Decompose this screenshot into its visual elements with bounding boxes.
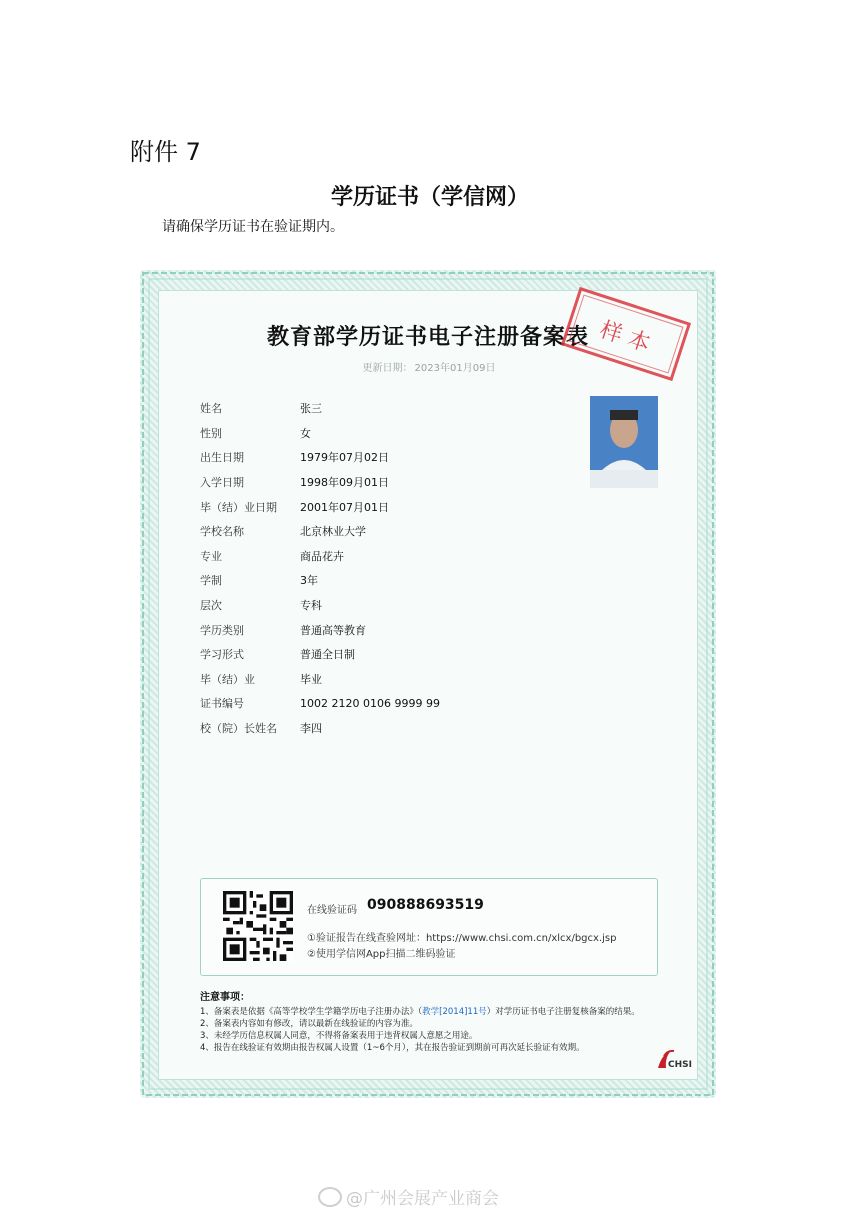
info-row bbox=[200, 494, 440, 519]
info-value: 专科 bbox=[300, 599, 322, 613]
info-label: 学校名称 bbox=[200, 525, 244, 539]
info-value: 李四 bbox=[300, 722, 322, 736]
info-label: 学历类别 bbox=[200, 623, 244, 637]
info-row bbox=[200, 470, 440, 495]
info-row bbox=[200, 519, 440, 544]
notice-title: 注意事项： bbox=[200, 992, 250, 1003]
info-label: 毕（结）业日期 bbox=[200, 500, 277, 514]
info-value: 3年 bbox=[300, 574, 318, 588]
verification-code-label: 在线验证码 bbox=[307, 905, 357, 916]
weibo-icon bbox=[318, 1187, 342, 1207]
verification-app-line: ②使用学信网App扫描二维码验证 bbox=[307, 949, 456, 960]
info-label: 证书编号 bbox=[200, 697, 244, 711]
info-label: 毕（结）业 bbox=[200, 672, 255, 686]
verification-url-line: ①验证报告在线查验网址：https://www.chsi.com.cn/xlcx/bgcx.jsp bbox=[307, 933, 617, 944]
info-label: 专业 bbox=[200, 549, 222, 563]
info-row bbox=[200, 421, 440, 446]
info-label: 入学日期 bbox=[200, 476, 244, 490]
info-label: 学制 bbox=[200, 574, 222, 588]
qr-code-icon[interactable] bbox=[223, 891, 293, 961]
info-value: 普通高等教育 bbox=[300, 623, 366, 637]
info-row bbox=[200, 445, 440, 470]
page-heading: 学历证书（学信网） bbox=[330, 185, 529, 210]
info-label: 姓名 bbox=[200, 402, 222, 416]
update-value: 2023年01月09日 bbox=[414, 363, 496, 374]
info-label: 层次 bbox=[200, 599, 222, 613]
info-label: 校（院）长姓名 bbox=[200, 722, 277, 736]
watermark-text: @广州会展产业商会 bbox=[346, 1189, 499, 1209]
chsi-logo-text: CHSI bbox=[668, 1060, 692, 1070]
student-info-list bbox=[200, 396, 440, 740]
info-row bbox=[200, 716, 440, 741]
info-row bbox=[200, 642, 440, 667]
notice-item: 4、报告在线验证有效期由报告权属人设置（1~6个月），其在报告验证到期前可再次延长验证有效期。 bbox=[200, 1043, 585, 1053]
info-value: 北京林业大学 bbox=[300, 525, 366, 539]
info-value: 普通全日制 bbox=[300, 648, 355, 662]
info-value: 毕业 bbox=[300, 672, 322, 686]
info-value: 2001年07月01日 bbox=[300, 500, 389, 514]
info-row bbox=[200, 667, 440, 692]
stamp-text: 样 本 bbox=[596, 317, 654, 358]
attachment-label: 附件 7 bbox=[130, 138, 201, 166]
notice-1-text-end: ）对学历证书电子注册复核备案的结果。 bbox=[486, 1007, 640, 1017]
notice-item bbox=[200, 1006, 670, 1018]
info-row bbox=[200, 568, 440, 593]
info-row bbox=[200, 396, 440, 421]
info-row bbox=[200, 617, 440, 642]
notice-item: 3、未经学历信息权属人同意，不得将备案表用于违背权属人意愿之用途。 bbox=[200, 1031, 478, 1041]
verification-code: 090888693519 bbox=[367, 897, 484, 913]
info-value: 1998年09月01日 bbox=[300, 476, 389, 490]
info-row bbox=[200, 593, 440, 618]
regulation-link[interactable]: 教学[2014]11号 bbox=[422, 1007, 487, 1017]
info-label: 性别 bbox=[200, 426, 222, 440]
info-row bbox=[200, 544, 440, 569]
info-value: 商品花卉 bbox=[300, 549, 344, 563]
student-photo bbox=[590, 396, 658, 488]
notice-list bbox=[200, 1006, 670, 1054]
instruction-note: 请确保学历证书在验证期内。 bbox=[162, 219, 344, 235]
info-label: 学习形式 bbox=[200, 648, 244, 662]
info-row bbox=[200, 691, 440, 716]
weibo-watermark bbox=[318, 1184, 499, 1209]
info-value: 女 bbox=[300, 426, 311, 440]
notice-1-text: 1、备案表是依据《高等学校学生学籍学历电子注册办法》（ bbox=[200, 1007, 423, 1017]
info-value: 张三 bbox=[300, 402, 322, 416]
info-value: 1002 2120 0106 9999 99 bbox=[300, 696, 440, 710]
online-verification-box bbox=[200, 878, 658, 976]
notice-item: 2、备案表内容如有修改，请以最新在线验证的内容为准。 bbox=[200, 1019, 418, 1029]
update-label: 更新日期： bbox=[362, 363, 413, 374]
certificate-title: 教育部学历证书电子注册备案表 bbox=[266, 325, 589, 350]
certificate-document bbox=[158, 290, 698, 1080]
info-value: 1979年07月02日 bbox=[300, 451, 389, 465]
info-label: 出生日期 bbox=[200, 451, 244, 465]
